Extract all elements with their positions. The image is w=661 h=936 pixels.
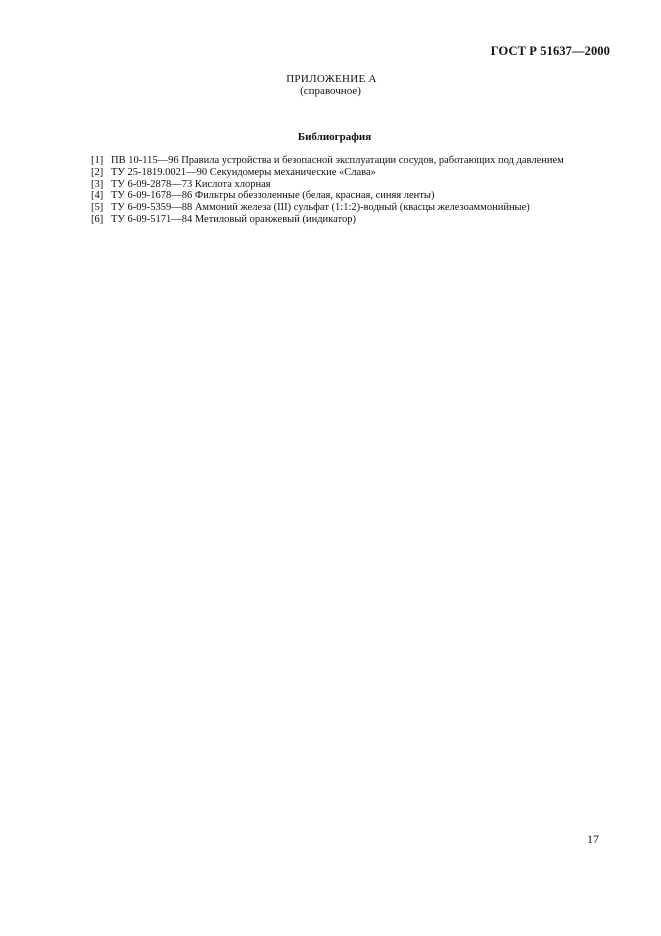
bibliography-item-number: [2] [91,166,104,178]
bibliography-item-number: [5] [91,202,104,214]
bibliography-item [91,155,564,167]
bibliography-item-number: [6] [91,213,104,225]
bibliography-item-number: [4] [91,190,104,202]
page-number: 17 [587,832,599,846]
bibliography-item [91,190,564,202]
appendix-type: (справочное) [300,85,361,97]
standard-designation: ГОСТ Р 51637—2000 [490,44,610,58]
bibliography-item-text: ТУ 25-1819.0021—90 Секундомеры механические «Слава» [111,166,376,178]
bibliography-list [91,155,564,226]
bibliography-item [91,202,564,214]
appendix-header [0,73,661,97]
bibliography-item-text: ТУ 6-09-2878—73 Кислота хлорная [111,178,271,190]
bibliography-item-text: ТУ 6-09-5359—88 Аммоний железа (III) сульфат (1:1:2)-водный (квасцы железоаммонийные) [111,202,530,214]
bibliography-heading: Библиография [297,131,372,143]
bibliography-item [91,214,564,226]
bibliography-item [91,167,564,179]
bibliography-item-number: [3] [91,178,104,190]
bibliography-item-number: [1] [91,155,104,166]
bibliography-item [91,179,564,191]
appendix-title: ПРИЛОЖЕНИЕ А [286,73,377,85]
bibliography-item-text: ТУ 6-09-1678—86 Фильтры обеззоленные (белая, красная, синяя ленты) [111,190,435,202]
bibliography-item-text: ПВ 10-115—96 Правила устройства и безопасной эксплуатации сосудов, работающих под давлением [111,155,564,166]
bibliography-item-text: ТУ 6-09-5171—84 Метиловый оранжевый (индикатор) [111,213,356,225]
